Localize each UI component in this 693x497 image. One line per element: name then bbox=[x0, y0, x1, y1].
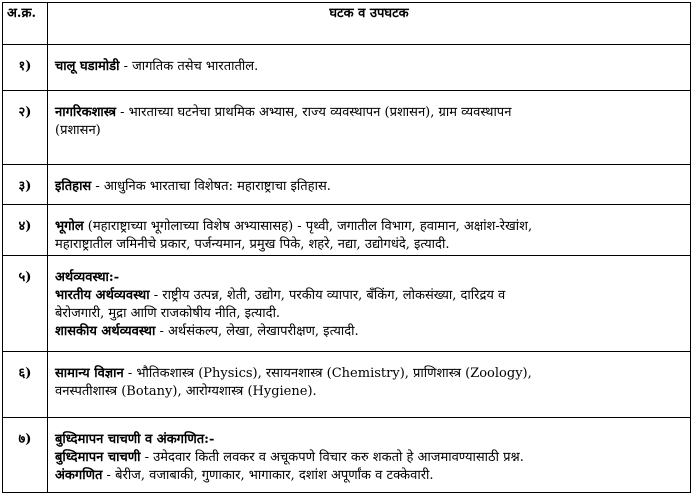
subtopic-description: - राष्ट्रीय उत्पन्न, शेती, उद्योग, परकीय व्यापार, बँकिंग, लोकसंख्या, दारिद्रय व bbox=[149, 288, 506, 304]
topic-description: - भौतिकशास्त्र (Physics), रसायनशास्त्र (Chemistry), प्राणिशास्त्र (Zoology), bbox=[123, 366, 532, 382]
subtopic-line bbox=[55, 323, 682, 341]
topic-title: बुध्दिमापन चाचणी व अंकगणित:- bbox=[55, 431, 215, 447]
serial-number-header: अ.क्र. bbox=[3, 3, 48, 45]
table-row bbox=[3, 165, 691, 204]
topic-description: - भारताच्या घटनेचा प्राथमिक अभ्यास, राज्य व्यवस्थापन (प्रशासन), ग्राम व्यवस्थापन bbox=[116, 104, 512, 120]
topic-line bbox=[55, 365, 682, 383]
topic-line bbox=[55, 104, 682, 122]
syllabus-table bbox=[2, 2, 691, 493]
components-header: घटक व उपघटक bbox=[48, 3, 691, 45]
topic-description: - जागतिक तसेच भारतातील. bbox=[119, 59, 259, 75]
subtopic-title: शासकीय अर्थव्यवस्था bbox=[55, 324, 156, 340]
topic-description: (महाराष्ट्राच्या भूगोलाच्या विशेष अभ्यासासह) - पृथ्वी, जगातील विभाग, हवामान, अक्षांश-रेखांश, bbox=[83, 218, 533, 234]
row-number: ४) bbox=[3, 204, 48, 256]
table-row bbox=[3, 90, 691, 164]
row-number: ७) bbox=[3, 417, 48, 493]
row-content bbox=[48, 204, 691, 256]
subtopic-title: भारतीय अर्थव्यवस्था bbox=[55, 288, 150, 304]
topic-title: सामान्य विज्ञान bbox=[55, 366, 124, 382]
row-content bbox=[48, 45, 691, 90]
topic-description-line-2: (प्रशासन) bbox=[55, 122, 101, 138]
table-row bbox=[3, 256, 691, 352]
row-content bbox=[48, 90, 691, 164]
subtopic-title: अंकगणित bbox=[55, 467, 103, 483]
row-content bbox=[48, 417, 691, 493]
table-row bbox=[3, 45, 691, 90]
subtopic-description-line-2: बेरोजगारी, मुद्रा आणि राजकोषीय नीति, इत्यादी. bbox=[55, 306, 281, 322]
subtopic-description: - उमेदवार किती लवकर व अचूकपणे विचार करु शकतो हे आजमावण्यासाठी प्रश्न. bbox=[140, 449, 524, 465]
subtopic-line bbox=[55, 467, 682, 485]
topic-title: अर्थव्यवस्था:- bbox=[55, 270, 120, 286]
row-content bbox=[48, 165, 691, 204]
row-number: ५) bbox=[3, 256, 48, 352]
topic-description: - आधुनिक भारताचा विशेषत: महाराष्ट्राचा इतिहास. bbox=[91, 179, 331, 195]
row-number: ३) bbox=[3, 165, 48, 204]
subtopic-title: बुध्दिमापन चाचणी bbox=[55, 449, 141, 465]
row-number: ६) bbox=[3, 352, 48, 417]
subtopic-description: - बेरीज, वजाबाकी, गुणाकार, भागाकार, दशांश अपूर्णांक व टक्केवारी. bbox=[102, 467, 434, 483]
topic-title: चालू घडामोडी bbox=[55, 59, 120, 75]
table-header-row bbox=[3, 3, 691, 45]
table-row bbox=[3, 417, 691, 493]
row-content bbox=[48, 352, 691, 417]
table-row bbox=[3, 204, 691, 256]
topic-description-line-2: महाराष्ट्रातील जमिनीचे प्रकार, पर्जन्यमान, प्रमुख पिके, शहरे, नद्या, उद्योगधंदे, इत्यादी. bbox=[55, 236, 450, 252]
topic-title: भूगोल bbox=[55, 218, 84, 234]
topic-description-line-2: वनस्पतीशास्त्र (Botany), आरोग्यशास्त्र (Hygiene). bbox=[55, 384, 317, 400]
subtopic-line bbox=[55, 449, 682, 467]
topic-line bbox=[55, 218, 682, 236]
row-number: २) bbox=[3, 90, 48, 164]
subtopic-description: - अर्थसंकल्प, लेखा, लेखापरीक्षण, इत्यादी. bbox=[155, 324, 359, 340]
row-content bbox=[48, 256, 691, 352]
subtopic-line bbox=[55, 287, 682, 305]
table-row bbox=[3, 352, 691, 417]
topic-title: इतिहास bbox=[55, 179, 92, 195]
row-number: १) bbox=[3, 45, 48, 90]
topic-title: नागरिकशास्त्र bbox=[55, 104, 117, 120]
